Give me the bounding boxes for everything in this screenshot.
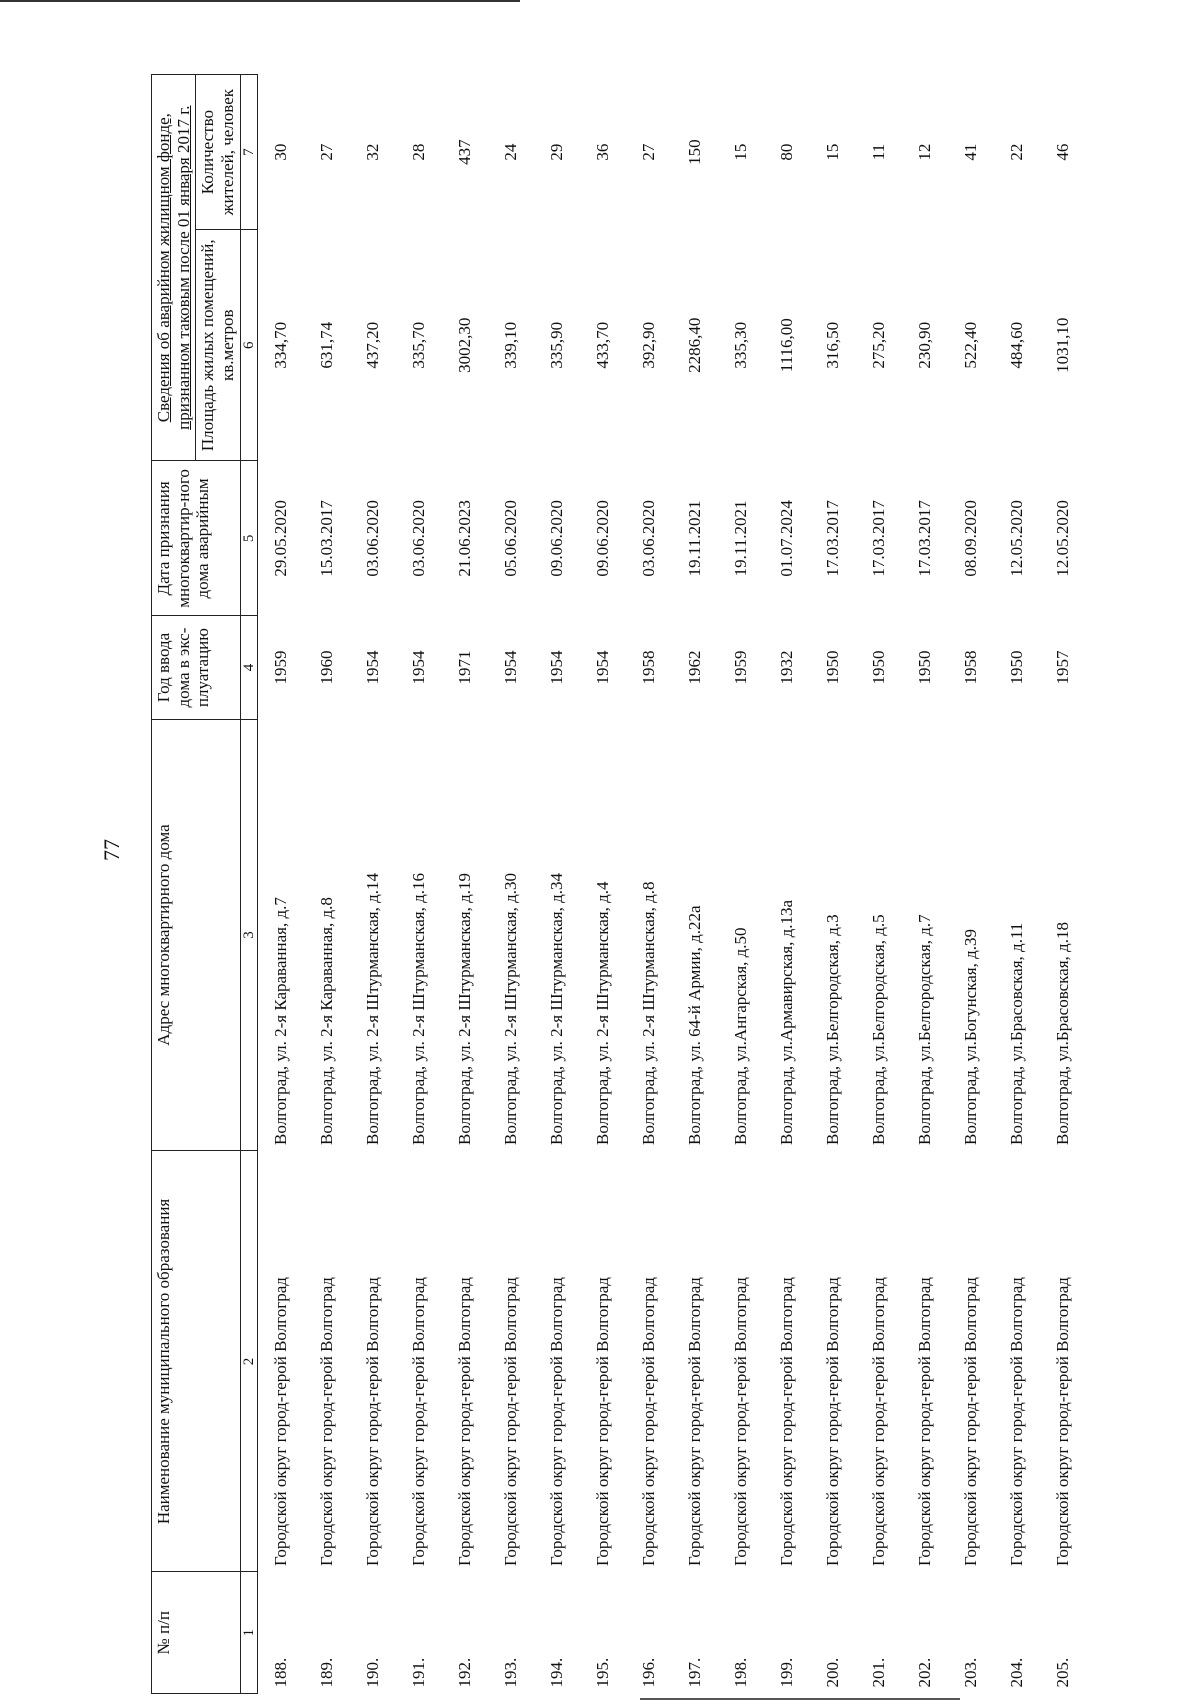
municipality-name: Городской округ город-герой Волгоград: [1007, 1277, 1027, 1566]
row-number: 188.: [258, 1572, 305, 1694]
address: Волгоград, ул.Белгородская, д.5: [869, 914, 889, 1145]
row-number: 191.: [409, 1657, 429, 1688]
emergency-date: 03.06.2020: [363, 500, 383, 577]
year-built: 1954: [409, 650, 429, 685]
year-built: 1958: [961, 650, 981, 685]
row-number: 198.: [731, 1657, 751, 1688]
table-row: [442, 75, 488, 1694]
row-number: 193.: [501, 1657, 521, 1688]
municipality-name: Городской округ город-герой Волгоград: [639, 1277, 659, 1566]
table-row: [718, 75, 764, 1694]
emergency-date: 05.06.2020: [501, 500, 521, 577]
living-area: 230,90: [915, 321, 935, 369]
row-number: 195.: [593, 1657, 613, 1688]
emergency-date: 03.06.2020: [409, 500, 429, 577]
scan-edge-bottom: [640, 1698, 960, 1700]
scan-edge-top: [0, 0, 520, 2]
row-number: 194.: [547, 1657, 567, 1688]
municipality-name: Городской округ город-герой Волгоград: [363, 1277, 383, 1566]
municipality-name: Городской округ город-герой Волгоград: [455, 1277, 475, 1566]
row-number: 201.: [869, 1657, 889, 1688]
header-address: Адрес многоквартирного дома: [152, 719, 241, 1151]
municipality-name: Городской округ город-герой Волгоград: [777, 1277, 797, 1566]
emergency-date: 21.06.2023: [455, 500, 475, 577]
residents-count: 24: [501, 143, 521, 161]
residents-count: 150: [685, 139, 705, 165]
row-number: 200.: [823, 1657, 843, 1688]
year-built: 1962: [685, 650, 705, 685]
emergency-date: 12.05.2020: [1053, 500, 1073, 577]
emergency-date: 17.03.2017: [915, 500, 935, 577]
row-number: 192.: [455, 1657, 475, 1688]
living-area: 631,74: [317, 321, 337, 369]
year-built: 1959: [258, 616, 305, 719]
residents-count: 80: [777, 143, 797, 161]
column-number: 5: [241, 461, 258, 616]
municipality-name: Городской округ город-герой Волгоград: [501, 1277, 521, 1566]
table-row: [1040, 75, 1086, 1694]
row-number: 189.: [317, 1657, 337, 1688]
living-area: 275,20: [869, 321, 889, 369]
row-number: 204.: [1007, 1657, 1027, 1688]
table-row: [856, 75, 902, 1694]
residents-count: 15: [731, 143, 751, 161]
residents-count: 36: [593, 143, 613, 161]
municipality-name: Городской округ город-герой Волгоград: [317, 1277, 337, 1566]
address: Волгоград, ул.Богунская, д.39: [961, 929, 981, 1145]
address: Волгоград, ул. 64-й Армии, д.22а: [685, 905, 705, 1145]
municipality-name: Городской округ город-герой Волгоград: [869, 1277, 889, 1566]
residents-count: 41: [961, 143, 981, 161]
table-row: [258, 75, 305, 1694]
address: Волгоград, ул. 2-я Штурманская, д.30: [501, 872, 521, 1145]
emergency-date: 09.06.2020: [547, 500, 567, 577]
municipality-name: Городской округ город-герой Волгоград: [1053, 1277, 1073, 1566]
header-number: № п/п: [152, 1572, 241, 1694]
table-row: [902, 75, 948, 1694]
residents-count: 12: [915, 143, 935, 161]
address: Волгоград, ул. 2-я Штурманская, д.14: [363, 872, 383, 1145]
table-body: [258, 75, 1087, 1694]
emergency-date: 17.03.2017: [869, 500, 889, 577]
table-row: [534, 75, 580, 1694]
rotated-document: [151, 74, 1191, 1694]
table-row: [672, 75, 718, 1694]
emergency-date: 19.11.2021: [685, 500, 705, 577]
municipality-name: Городской округ город-герой Волгоград: [915, 1277, 935, 1566]
table-row: [626, 75, 672, 1694]
address: Волгоград, ул.Ангарская, д.50: [731, 927, 751, 1145]
year-built: 1954: [501, 650, 521, 685]
header-date: Дата признания многоквартир-ного дома аварийным: [152, 461, 241, 616]
address: Волгоград, ул. 2-я Штурманская, д.16: [409, 872, 429, 1145]
living-area: 3002,30: [455, 317, 475, 373]
table-row: [764, 75, 810, 1694]
year-built: 1960: [317, 650, 337, 685]
living-area: 522,40: [961, 321, 981, 369]
table-row: [350, 75, 396, 1694]
residents-count: 29: [547, 143, 567, 161]
municipality-name: Городской округ город-герой Волгоград: [961, 1277, 981, 1566]
address: Волгоград, ул. 2-я Штурманская, д.19: [455, 872, 475, 1145]
year-built: 1954: [363, 650, 383, 685]
row-number: 203.: [961, 1657, 981, 1688]
year-built: 1958: [639, 650, 659, 685]
address: Волгоград, ул. 2-я Штурманская, д.34: [547, 872, 567, 1145]
living-area: 335,90: [547, 321, 567, 369]
column-number: 1: [241, 1572, 258, 1694]
address: Волгоград, ул.Белгородская, д.3: [823, 914, 843, 1145]
page-number: 77: [99, 839, 124, 861]
residents-count: 46: [1053, 143, 1073, 161]
emergency-date: 15.03.2017: [317, 500, 337, 577]
header-residents: Количество жителей, человек: [196, 75, 241, 230]
header-year: Год ввода дома в экс-плуатацию: [152, 616, 241, 719]
living-area: 2286,40: [685, 317, 705, 373]
column-number: 4: [241, 616, 258, 719]
municipality-name: Городской округ город-герой Волгоград: [547, 1277, 567, 1566]
table-row: [304, 75, 350, 1694]
emergency-date: 01.07.2024: [777, 500, 797, 577]
column-number: 7: [241, 75, 258, 230]
table-row: [580, 75, 626, 1694]
row-number: 202.: [915, 1657, 935, 1688]
living-area: 392,90: [639, 321, 659, 369]
living-area: 334,70: [258, 230, 305, 461]
year-built: 1971: [455, 650, 475, 685]
row-number: 196.: [639, 1657, 659, 1688]
year-built: 1950: [1007, 650, 1027, 685]
header-municipality: Наименование муниципального образования: [152, 1151, 241, 1572]
table-row: [994, 75, 1040, 1694]
year-built: 1954: [547, 650, 567, 685]
table-row: [396, 75, 442, 1694]
emergency-date: 19.11.2021: [731, 500, 751, 577]
residents-count: 15: [823, 143, 843, 161]
header-area: Площадь жилых помещений, кв.метров: [196, 230, 241, 461]
emergency-date: 12.05.2020: [1007, 500, 1027, 577]
living-area: 316,50: [823, 321, 843, 369]
address: Волгоград, ул.Армавирская, д.13а: [777, 899, 797, 1145]
residents-count: 32: [363, 143, 383, 161]
address: Волгоград, ул.Брасовская, д.18: [1053, 922, 1073, 1145]
residents-count: 30: [258, 75, 305, 230]
year-built: 1954: [593, 650, 613, 685]
municipality-name: Городской округ город-герой Волгоград: [731, 1277, 751, 1566]
year-built: 1959: [731, 650, 751, 685]
emergency-date: 09.06.2020: [593, 500, 613, 577]
residents-count: 27: [317, 143, 337, 161]
living-area: 335,30: [731, 321, 751, 369]
emergency-date: 29.05.2020: [258, 461, 305, 616]
municipality-name: Городской округ город-герой Волгоград: [593, 1277, 613, 1566]
table-row: [948, 75, 994, 1694]
municipality-name: Городской округ город-герой Волгоград: [685, 1277, 705, 1566]
residents-count: 22: [1007, 143, 1027, 161]
address: Волгоград, ул. 2-я Штурманская, д.8: [639, 881, 659, 1145]
address: Волгоград, ул.Белгородская, д.7: [915, 914, 935, 1145]
municipality-name: Городской округ город-герой Волгоград: [409, 1277, 429, 1566]
emergency-date: 03.06.2020: [639, 500, 659, 577]
residents-count: 28: [409, 143, 429, 161]
header-group-emergency-fund: Сведения об аварийном жилищном фонде, признанном таковым после 01 января 2017 г.: [152, 75, 196, 461]
municipality-name: Городской округ город-герой Волгоград: [823, 1277, 843, 1566]
living-area: 433,70: [593, 321, 613, 369]
living-area: 437,20: [363, 321, 383, 369]
header-column-numbers: [241, 75, 258, 1694]
year-built: 1950: [823, 650, 843, 685]
emergency-date: 17.03.2017: [823, 500, 843, 577]
living-area: 484,60: [1007, 321, 1027, 369]
year-built: 1932: [777, 650, 797, 685]
address: Волгоград, ул. 2-я Штурманская, д.4: [593, 881, 613, 1145]
address: Волгоград, ул. 2-я Караванная, д.7: [258, 719, 305, 1151]
address: Волгоград, ул. 2-я Караванная, д.8: [317, 897, 337, 1145]
row-number: 205.: [1053, 1657, 1073, 1688]
residents-count: 11: [869, 143, 889, 161]
row-number: 199.: [777, 1657, 797, 1688]
emergency-housing-table: [151, 74, 1086, 1694]
living-area: 1031,10: [1053, 317, 1073, 373]
living-area: 1116,00: [777, 318, 797, 373]
year-built: 1957: [1053, 650, 1073, 685]
residents-count: 27: [639, 143, 659, 161]
living-area: 335,70: [409, 321, 429, 369]
emergency-date: 08.09.2020: [961, 500, 981, 577]
address: Волгоград, ул.Брасовская, д.11: [1007, 922, 1027, 1145]
year-built: 1950: [915, 650, 935, 685]
column-number: 6: [241, 230, 258, 461]
table-row: [488, 75, 534, 1694]
municipality-name: Городской округ город-герой Волгоград: [258, 1151, 305, 1572]
column-number: 2: [241, 1151, 258, 1572]
residents-count: 437: [455, 139, 475, 165]
year-built: 1950: [869, 650, 889, 685]
column-number: 3: [241, 719, 258, 1151]
table-row: [810, 75, 856, 1694]
row-number: 190.: [363, 1657, 383, 1688]
living-area: 339,10: [501, 321, 521, 369]
row-number: 197.: [685, 1657, 705, 1688]
